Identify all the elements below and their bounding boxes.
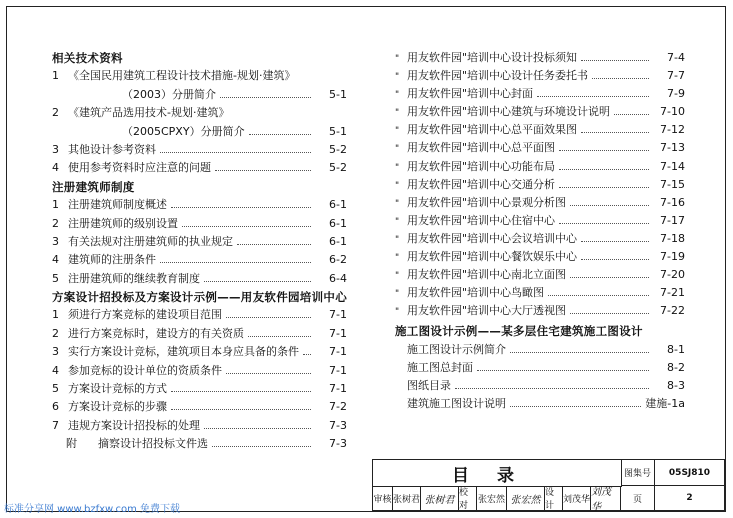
toc-entry[interactable] [395, 176, 685, 194]
entry-page: 7-21 [660, 286, 685, 300]
toc-entry[interactable] [52, 86, 347, 104]
toc-entry[interactable] [52, 398, 347, 416]
entry-text: 建筑施工图设计说明 [407, 396, 506, 410]
toc-entry[interactable] [52, 159, 347, 177]
entry-text: 有关法规对注册建筑师的执业规定 [68, 234, 233, 248]
entry-text: 用友软件园"培训中心封面 [407, 87, 534, 101]
entry-text: （2005CPXY）分册简介 [122, 124, 245, 138]
entry-text: 用友软件园"培训中心交通分析 [407, 177, 556, 191]
toc-entry[interactable] [395, 103, 685, 121]
entry-page: 5-1 [329, 87, 347, 101]
checker-signature: 张宏然 [507, 486, 545, 511]
dot-leader [570, 268, 649, 278]
entry-number: 1 [52, 308, 59, 322]
dot-leader [226, 364, 311, 374]
dot-leader [303, 345, 311, 355]
entry-number: 2 [52, 106, 59, 120]
quote-mark: " [395, 216, 400, 227]
entry-page: 7-1 [329, 382, 347, 396]
entry-number: 3 [52, 234, 59, 248]
dot-leader [559, 141, 649, 151]
section-heading [52, 288, 347, 306]
entry-page: 8-3 [667, 378, 685, 392]
dot-leader [614, 105, 649, 115]
entry-page: 6-1 [329, 216, 347, 230]
toc-right-column [395, 49, 685, 413]
quote-mark: " [395, 126, 400, 137]
entry-page: 7-17 [660, 213, 685, 227]
entry-page: 7-7 [667, 69, 685, 83]
entry-page: 7-9 [667, 87, 685, 101]
title-block [372, 459, 726, 512]
dot-leader [537, 87, 649, 97]
section-title: 方案设计招投标及方案设计示例——用友软件园培训中心 [52, 290, 347, 305]
toc-entry[interactable] [395, 266, 685, 284]
toc-entry[interactable] [52, 380, 347, 398]
reviewer-name: 张树君 [393, 486, 421, 511]
quote-mark: " [395, 180, 400, 191]
entry-text: 用友软件园"培训中心设计任务委托书 [407, 69, 589, 83]
entry-page: 7-19 [660, 250, 685, 264]
dot-leader [581, 123, 649, 133]
entry-text: 建筑师的注册条件 [68, 253, 156, 267]
toc-entry[interactable] [395, 302, 685, 320]
review-label: 审核 [373, 486, 393, 511]
atlas-label: 图集号 [621, 460, 655, 486]
watermark: 标准分享网 www.bzfxw.com 免费下载 [4, 504, 180, 515]
dot-leader [559, 178, 649, 188]
entry-page: 7-16 [660, 195, 685, 209]
entry-number: 2 [52, 216, 59, 230]
entry-text: 用友软件园"培训中心会议培训中心 [407, 231, 578, 245]
page-label: 页 [621, 486, 655, 511]
entry-number: 6 [52, 400, 59, 414]
toc-left-column [52, 49, 347, 454]
entry-text: 用友软件园"培训中心功能布局 [407, 159, 556, 173]
entry-text: 用友软件园"培训中心设计投标须知 [407, 51, 578, 64]
entry-text: 用友软件园"培训中心建筑与环境设计说明 [407, 105, 611, 119]
dot-leader [548, 286, 649, 296]
entry-page: 6-1 [329, 198, 347, 212]
design-label: 设计 [545, 486, 563, 511]
entry-page: 8-2 [667, 360, 685, 374]
entry-number: 3 [52, 142, 59, 156]
entry-page: 7-1 [329, 326, 347, 340]
entry-text: 方案设计竞标的方式 [68, 382, 167, 396]
dot-leader [559, 214, 649, 224]
entry-text: 注册建筑师的继续教育制度 [68, 271, 200, 285]
entry-text: 用友软件园"培训中心南北立面图 [407, 268, 567, 282]
toc-entry[interactable] [52, 251, 347, 269]
entry-number: 1 [52, 69, 59, 83]
atlas-number: 05SJ810 [655, 460, 725, 486]
entry-page: 7-1 [329, 363, 347, 377]
toc-entry[interactable] [395, 85, 685, 103]
dot-leader [559, 160, 649, 170]
entry-text: 施工图设计示例简介 [407, 342, 506, 356]
designer-name: 刘茂华 [563, 486, 591, 511]
dot-leader [160, 253, 311, 263]
quote-mark: " [395, 198, 400, 209]
entry-text: 用友软件园"培训中心景观分析图 [407, 195, 567, 209]
toc-entry[interactable] [52, 417, 347, 435]
entry-number: 1 [52, 198, 59, 212]
toc-entry[interactable] [395, 194, 685, 212]
toc-entry[interactable] [52, 435, 347, 453]
toc-entry[interactable] [52, 141, 347, 159]
entry-number: 5 [52, 382, 59, 396]
quote-mark: " [395, 54, 400, 64]
entry-text: 摘察设计招投标文件选 [98, 437, 208, 451]
section-heading [395, 322, 685, 340]
dot-leader [592, 69, 649, 79]
entry-page: 7-10 [660, 105, 685, 119]
dot-leader [455, 379, 649, 389]
entry-number: 5 [52, 271, 59, 285]
reviewer-signature: 张树君 [421, 486, 459, 511]
entry-page: 建施-1a [645, 396, 685, 410]
entry-text: 进行方案竞标时，建设方的有关资质 [68, 326, 244, 340]
entry-text: 用友软件园"培训中心住宿中心 [407, 213, 556, 227]
entry-number: 附 [66, 437, 77, 451]
drawing-title: 目录 [373, 460, 622, 487]
toc-entry[interactable] [395, 377, 685, 395]
dot-leader [171, 382, 311, 392]
entry-number: 3 [52, 345, 59, 359]
check-label: 校对 [459, 486, 477, 511]
entry-page: 7-14 [660, 159, 685, 173]
entry-page: 6-2 [329, 253, 347, 267]
toc-entry[interactable] [395, 359, 685, 377]
toc-entry[interactable] [395, 158, 685, 176]
quote-mark: " [395, 289, 400, 300]
quote-mark: " [395, 271, 400, 282]
section-heading [52, 49, 347, 67]
entry-text: 注册建筑师的级别设置 [68, 216, 178, 230]
entry-text: 用友软件园"培训中心餐饮娱乐中心 [407, 250, 578, 264]
entry-number: 7 [52, 418, 59, 432]
entry-page: 5-2 [329, 161, 347, 175]
entry-page: 7-1 [329, 345, 347, 359]
entry-text: 违规方案设计招投标的处理 [68, 418, 200, 432]
toc-entry[interactable] [52, 306, 347, 324]
quote-mark: " [395, 72, 400, 83]
toc-entry[interactable] [52, 233, 347, 251]
entry-number: 4 [52, 253, 59, 267]
entry-text: 施工图总封面 [407, 360, 473, 374]
dot-leader [570, 196, 649, 206]
toc-entry[interactable] [52, 343, 347, 361]
entry-text: 方案设计竞标的步骤 [68, 400, 167, 414]
entry-text: 《建筑产品选用技术-规划·建筑》 [68, 106, 230, 120]
entry-page: 7-1 [329, 308, 347, 322]
entry-page: 7-2 [329, 400, 347, 414]
dot-leader [182, 217, 311, 227]
dot-leader [237, 235, 311, 245]
entry-text: 注册建筑师制度概述 [68, 198, 167, 212]
entry-page: 5-1 [329, 124, 347, 138]
entry-page: 7-15 [660, 177, 685, 191]
quote-mark: " [395, 90, 400, 101]
entry-text: 《全国民用建筑工程设计技术措施-规划·建筑》 [68, 69, 296, 83]
entry-page: 7-4 [667, 51, 685, 64]
quote-mark: " [395, 108, 400, 119]
dot-leader [477, 361, 649, 371]
toc-entry[interactable] [395, 139, 685, 157]
toc-entry[interactable] [395, 284, 685, 302]
entry-text: 用友软件园"培训中心总平面图 [407, 141, 556, 155]
entry-text: 其他设计参考资料 [68, 142, 156, 156]
entry-page: 6-4 [329, 271, 347, 285]
entry-number: 4 [52, 363, 59, 377]
toc-entry[interactable] [52, 325, 347, 343]
dot-leader [581, 51, 649, 61]
section-title: 相关技术资料 [52, 51, 123, 65]
toc-entry[interactable] [395, 341, 685, 359]
entry-text: 须进行方案竞标的建设项目范围 [68, 308, 222, 322]
dot-leader [171, 400, 311, 410]
toc-entry[interactable] [52, 215, 347, 233]
toc-entry[interactable] [52, 362, 347, 380]
toc-entry[interactable] [52, 104, 347, 122]
entry-page: 6-1 [329, 234, 347, 248]
dot-leader [204, 272, 311, 282]
section-title: 注册建筑师制度 [52, 179, 135, 194]
dot-leader [510, 397, 641, 407]
dot-leader [248, 327, 311, 337]
toc-entry[interactable] [395, 230, 685, 248]
toc-entry[interactable] [395, 212, 685, 230]
entry-page: 7-13 [660, 141, 685, 155]
entry-text: 实行方案设计竞标，建筑项目本身应具备的条件 [68, 345, 299, 359]
entry-text: 使用参考资料时应注意的问题 [68, 161, 211, 175]
dot-leader [510, 343, 649, 353]
entry-number: 2 [52, 326, 59, 340]
designer-signature: 刘茂华 [591, 486, 621, 511]
dot-leader [171, 198, 311, 208]
entry-text: 用友软件园"培训中心大厅透视图 [407, 304, 567, 318]
entry-page: 7-3 [329, 418, 347, 432]
entry-text: （2003）分册简介 [122, 87, 216, 101]
entry-page: 7-12 [660, 123, 685, 137]
quote-mark: " [395, 162, 400, 173]
dot-leader [581, 250, 649, 260]
dot-leader [249, 125, 311, 135]
quote-mark: " [395, 234, 400, 245]
dot-leader [581, 232, 649, 242]
dot-leader [226, 308, 311, 318]
quote-mark: " [395, 307, 400, 318]
toc-entry[interactable] [52, 196, 347, 214]
entry-page: 8-1 [667, 342, 685, 356]
quote-mark: " [395, 144, 400, 155]
page-number: 2 [655, 486, 725, 511]
dot-leader [570, 304, 649, 314]
dot-leader [220, 88, 311, 98]
toc-entry[interactable] [395, 67, 685, 85]
toc-entry[interactable] [395, 49, 685, 67]
quote-mark: " [395, 253, 400, 264]
entry-page: 7-20 [660, 268, 685, 282]
entry-page: 5-2 [329, 142, 347, 156]
entry-text: 用友软件园"培训中心总平面效果图 [407, 123, 578, 137]
toc-entry[interactable] [52, 123, 347, 141]
entry-page: 7-3 [329, 437, 347, 451]
entry-text: 参加竞标的设计单位的资质条件 [68, 363, 222, 377]
entry-text: 图纸目录 [407, 378, 451, 392]
toc-entry[interactable] [52, 67, 347, 85]
dot-leader [212, 437, 311, 447]
toc-entry[interactable] [52, 270, 347, 288]
section-title: 施工图设计示例——某多层住宅建筑施工图设计 [395, 324, 643, 339]
entry-number: 4 [52, 161, 59, 175]
checker-name: 张宏然 [477, 486, 507, 511]
entry-page: 7-18 [660, 231, 685, 245]
dot-leader [204, 419, 311, 429]
entry-page: 7-22 [660, 304, 685, 318]
section-heading [52, 178, 347, 196]
dot-leader [215, 161, 311, 171]
dot-leader [160, 143, 311, 153]
toc-entry[interactable] [395, 121, 685, 139]
toc-entry[interactable] [395, 248, 685, 266]
entry-text: 用友软件园"培训中心鸟瞰图 [407, 286, 545, 300]
toc-entry[interactable] [395, 395, 685, 413]
